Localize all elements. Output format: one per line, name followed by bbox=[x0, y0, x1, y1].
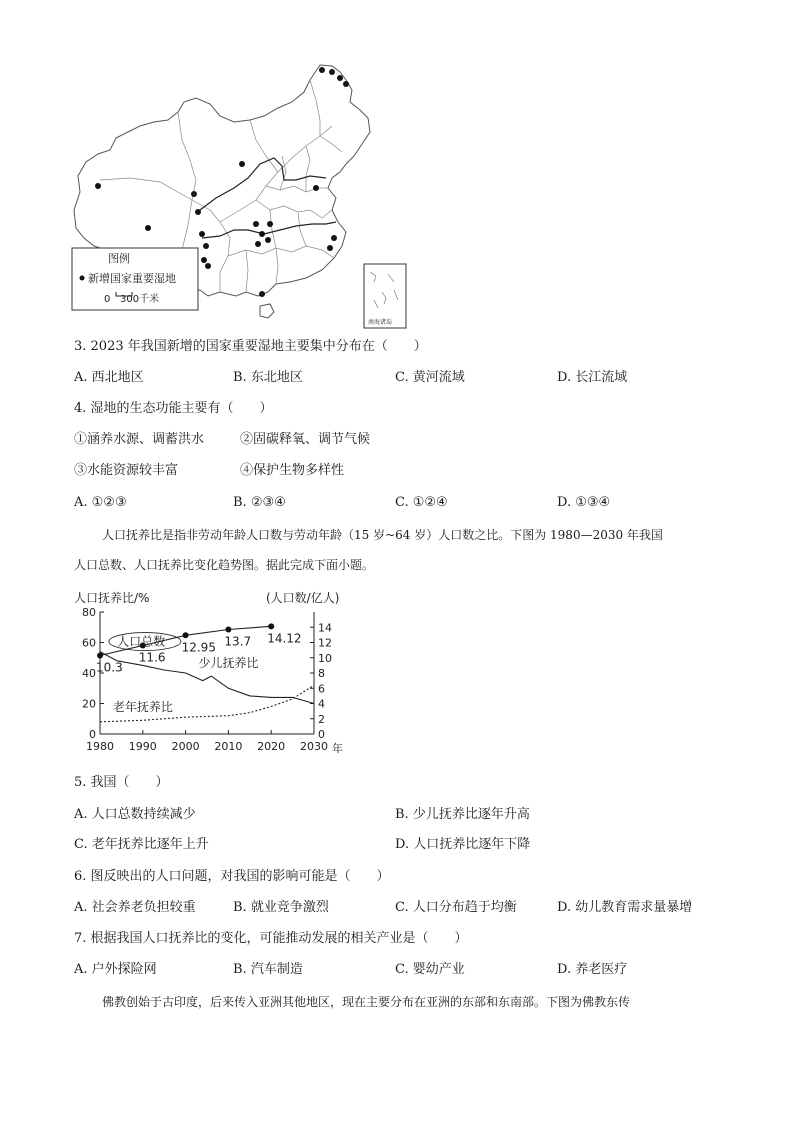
legend-dot bbox=[80, 276, 85, 281]
question-7-stem: 7. 根据我国人口抚养比的变化，可能推动发展的相关产业是（ ） bbox=[74, 931, 468, 946]
q4-option-c[interactable]: C. ①②④ bbox=[395, 495, 448, 510]
chart-y-left-tick-label: 40 bbox=[82, 667, 96, 680]
chart-y-right-tick-label: 6 bbox=[318, 682, 325, 696]
q7-option-d[interactable]: D. 养老医疗 bbox=[557, 962, 628, 977]
chart-data-label: 10.3 bbox=[96, 660, 123, 675]
chart-y-right-tick-label: 8 bbox=[318, 667, 325, 680]
q3-option-a[interactable]: A. 西北地区 bbox=[74, 370, 144, 385]
q5-option-d[interactable]: D. 人口抚养比逐年下降 bbox=[395, 837, 531, 852]
chart-point bbox=[97, 652, 103, 658]
q4-item-1: ①涵养水源、调蓄洪水 bbox=[74, 432, 205, 447]
q3-option-d[interactable]: D. 长江流域 bbox=[557, 370, 628, 385]
chart-y-right-tick-label: 14 bbox=[318, 621, 332, 635]
q4-item-4: ④保护生物多样性 bbox=[240, 463, 345, 478]
q4-option-b[interactable]: B. ②③④ bbox=[233, 495, 286, 510]
chart-point bbox=[268, 623, 274, 629]
chart-series-name-total: 人口总数 bbox=[117, 634, 166, 649]
q3-option-b[interactable]: B. 东北地区 bbox=[233, 370, 303, 385]
q3-option-c[interactable]: C. 黄河流域 bbox=[395, 370, 465, 385]
q7-option-a[interactable]: A. 户外探险网 bbox=[74, 962, 157, 977]
inset-label: 南海诸岛 bbox=[368, 319, 393, 326]
question-4-stem: 4. 湿地的生态功能主要有（ ） bbox=[74, 401, 273, 416]
intro-3-line-1: 佛教创始于古印度，后来传入亚洲其他地区，现在主要分布在亚洲的东部和东南部。下图为佛教东传 bbox=[102, 995, 631, 1009]
chart-data-label: 13.7 bbox=[224, 634, 252, 649]
chart-y-right-tick-label: 2 bbox=[318, 712, 325, 726]
chart-y-right-tick-label: 10 bbox=[318, 651, 332, 665]
q6-option-b[interactable]: B. 就业竞争激烈 bbox=[233, 900, 329, 915]
legend-item: 新增国家重要湿地 bbox=[88, 272, 176, 285]
population-dependency-chart bbox=[70, 586, 350, 758]
chart-y-right-tick-label: 4 bbox=[318, 697, 325, 711]
q5-option-b[interactable]: B. 少儿抚养比逐年升高 bbox=[395, 807, 530, 822]
chart-y-left-tick-label: 60 bbox=[82, 636, 96, 650]
chart-x-unit: 年 bbox=[332, 742, 343, 755]
q4-option-d[interactable]: D. ①③④ bbox=[557, 495, 611, 510]
q7-option-c[interactable]: C. 婴幼产业 bbox=[395, 962, 465, 977]
chart-x-tick-label: 2010 bbox=[214, 740, 243, 753]
chart-ylabel-right: (人口数/亿人) bbox=[266, 591, 340, 605]
chart-x-tick-label: 2020 bbox=[257, 740, 286, 753]
chart-ylabel-left: 人口抚养比/% bbox=[74, 591, 150, 605]
intro-2-line-2: 人口总数、人口抚养比变化趋势图。据此完成下面小题。 bbox=[74, 558, 375, 572]
chart-y-left-tick-label: 20 bbox=[82, 697, 96, 711]
q4-item-2: ②固碳释氧、调节气候 bbox=[240, 432, 371, 447]
chart-data-label: 14.12 bbox=[267, 631, 302, 646]
q5-option-c[interactable]: C. 老年抚养比逐年上升 bbox=[74, 837, 209, 852]
china-wetland-map bbox=[70, 60, 430, 330]
chart-point bbox=[225, 627, 231, 633]
chart-x-tick-label: 1980 bbox=[86, 740, 114, 753]
chart-x-tick-label: 1990 bbox=[128, 740, 157, 753]
chart-y-left-tick-label: 80 bbox=[82, 606, 96, 619]
chart-y-left-tick-label: 0 bbox=[89, 728, 96, 741]
chart-y-right-tick-label: 0 bbox=[318, 728, 325, 741]
hainan-island bbox=[260, 304, 274, 318]
q6-option-d[interactable]: D. 幼儿教育需求量暴增 bbox=[557, 900, 693, 915]
q4-item-3: ③水能资源较丰富 bbox=[74, 463, 179, 478]
q6-option-a[interactable]: A. 社会养老负担较重 bbox=[74, 900, 196, 915]
chart-x-tick-label: 2030 bbox=[300, 740, 328, 753]
q5-option-a[interactable]: A. 人口总数持续减少 bbox=[74, 807, 196, 822]
chart-series-name-elderly: 老年抚养比 bbox=[112, 700, 173, 715]
question-6-stem: 6. 图反映出的人口问题，对我国的影响可能是（ ） bbox=[74, 869, 390, 884]
q7-option-b[interactable]: B. 汽车制造 bbox=[233, 962, 303, 977]
scale-label: 300千米 bbox=[120, 294, 160, 305]
scale-zero: 0 bbox=[104, 294, 111, 305]
intro-2-line-1: 人口抚养比是指非劳动年龄人口数与劳动年龄（15 岁~64 岁）人口数之比。下图为 1980—2030 年我国 bbox=[102, 528, 663, 542]
chart-series-name-child: 少儿抚养比 bbox=[198, 655, 259, 670]
q6-option-c[interactable]: C. 人口分布趋于均衡 bbox=[395, 900, 517, 915]
question-3-stem: 3. 2023 年我国新增的国家重要湿地主要集中分布在（ ） bbox=[74, 339, 427, 354]
legend-title: 图例 bbox=[108, 252, 130, 265]
chart-data-label: 12.95 bbox=[181, 640, 216, 655]
q4-option-a[interactable]: A. ①②③ bbox=[74, 495, 127, 510]
chart-point bbox=[183, 632, 189, 638]
chart-data-label: 11.6 bbox=[138, 650, 166, 665]
chart-y-right-tick-label: 12 bbox=[318, 636, 332, 650]
question-5-stem: 5. 我国（ ） bbox=[74, 775, 169, 790]
chart-x-tick-label: 2000 bbox=[171, 740, 200, 753]
